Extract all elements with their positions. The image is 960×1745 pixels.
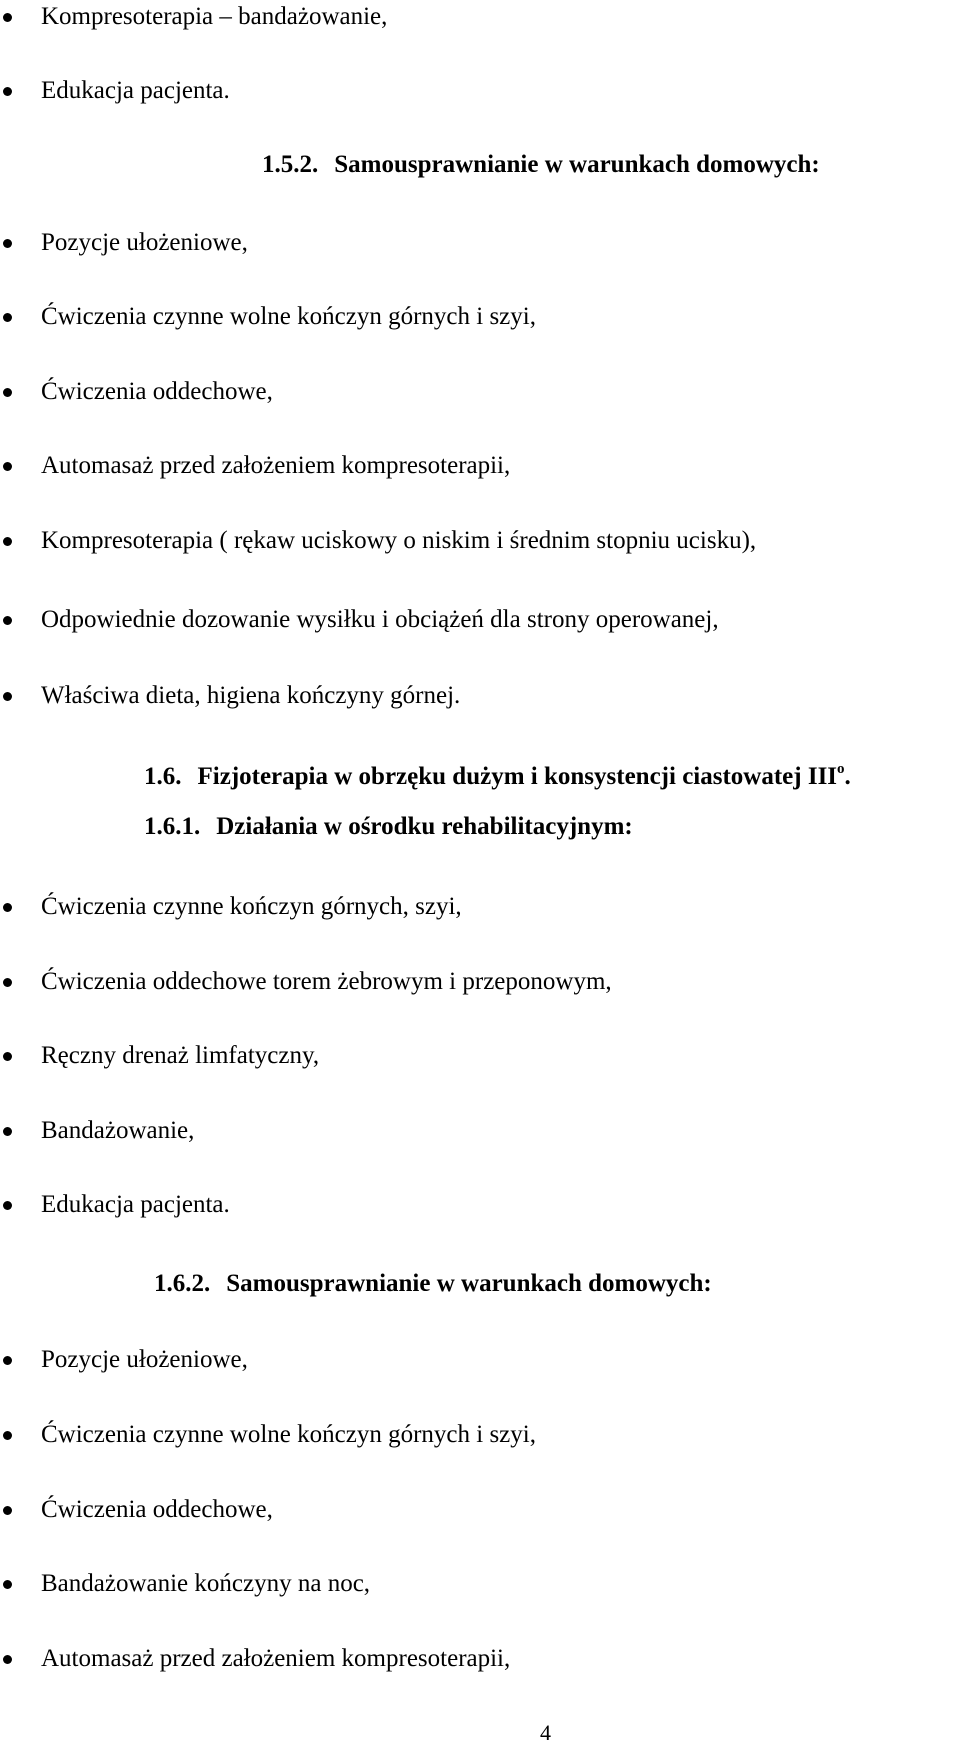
section-heading-1-5-2: [262, 145, 820, 185]
list-item-text: Odpowiednie dozowanie wysiłku i obciążeń dla strony operowanej,: [41, 606, 719, 633]
list-item-text: Ćwiczenia czynne kończyn górnych, szyi,: [41, 893, 462, 920]
bullet-icon: [3, 13, 12, 22]
section-number: 1.6.2.: [154, 1270, 211, 1297]
bullet-icon: [3, 239, 12, 248]
section-title: Samousprawnianie w warunkach domowych:: [334, 151, 820, 178]
list-item: [0, 1036, 319, 1076]
list-item-text: Kompresoterapia ( rękaw uciskowy o niskim i średnim stopniu ucisku),: [41, 527, 757, 554]
list-item: [0, 297, 536, 337]
bullet-icon: [3, 978, 12, 987]
list-item: [0, 962, 612, 1002]
list-item: [0, 446, 510, 486]
section-heading-1-6-2: [154, 1264, 712, 1304]
list-item: [0, 1564, 370, 1604]
list-item-text: Ćwiczenia czynne wolne kończyn górnych i szyi,: [41, 1421, 536, 1448]
bullet-icon: [3, 313, 12, 322]
list-item: [0, 600, 719, 640]
degree-superscript: o: [837, 760, 845, 777]
bullet-icon: [3, 462, 12, 471]
list-item-text: Automasaż przed założeniem kompresoterapii,: [41, 452, 511, 479]
list-item: [0, 71, 230, 111]
list-item: [0, 0, 387, 37]
list-item-text: Bandażowanie,: [41, 1117, 195, 1144]
list-item: [0, 887, 462, 927]
list-item-text: Automasaż przed założeniem kompresoterapii,: [41, 1645, 511, 1672]
bullet-icon: [3, 1356, 12, 1365]
list-item: [0, 372, 273, 412]
list-item: [0, 1111, 194, 1151]
section-title-text: Fizjoterapia w obrzęku dużym i konsystencji ciastowatej III: [197, 763, 838, 790]
section-number: 1.6.: [144, 763, 182, 790]
bullet-icon: [3, 903, 12, 912]
list-item-text: Pozycje ułożeniowe,: [41, 229, 248, 256]
bullet-icon: [3, 537, 12, 546]
list-item-text: Właściwa dieta, higiena kończyny górnej.: [41, 682, 461, 709]
bullet-icon: [3, 1201, 12, 1210]
bullet-icon: [3, 1655, 12, 1664]
list-item: [0, 1639, 510, 1679]
list-item: [0, 676, 460, 716]
list-item: [0, 223, 248, 263]
section-title: Samousprawnianie w warunkach domowych:: [226, 1270, 712, 1297]
bullet-icon: [3, 87, 12, 96]
section-number: 1.5.2.: [262, 151, 319, 178]
bullet-icon: [3, 1431, 12, 1440]
list-item-text: Ćwiczenia oddechowe,: [41, 378, 273, 405]
bullet-icon: [3, 616, 12, 625]
list-item-text: Ćwiczenia oddechowe,: [41, 1496, 273, 1523]
list-item: [0, 1415, 536, 1455]
page-number: 4: [540, 1720, 551, 1745]
section-title: [197, 760, 851, 791]
list-item-text: Ćwiczenia oddechowe torem żebrowym i przeponowym,: [41, 968, 612, 995]
list-item-text: Edukacja pacjenta.: [41, 1191, 230, 1218]
bullet-icon: [3, 1580, 12, 1589]
list-item: [0, 1185, 230, 1225]
list-item-text: Kompresoterapia – bandażowanie,: [41, 3, 388, 30]
list-item: [0, 521, 756, 561]
list-item-text: Edukacja pacjenta.: [41, 77, 230, 104]
bullet-icon: [3, 1052, 12, 1061]
list-item-text: Ćwiczenia czynne wolne kończyn górnych i szyi,: [41, 303, 536, 330]
section-title: Działania w ośrodku rehabilitacyjnym:: [216, 813, 633, 840]
list-item-text: Pozycje ułożeniowe,: [41, 1346, 248, 1373]
bullet-icon: [3, 1127, 12, 1136]
list-item: [0, 1340, 248, 1380]
bullet-icon: [3, 388, 12, 397]
section-heading-1-6-1: [144, 807, 633, 847]
list-item-text: Ręczny drenaż limfatyczny,: [41, 1042, 320, 1069]
section-heading-1-6: [144, 757, 851, 797]
section-title-tail: .: [844, 763, 851, 790]
bullet-icon: [3, 692, 12, 701]
list-item-text: Bandażowanie kończyny na noc,: [41, 1570, 371, 1597]
section-number: 1.6.1.: [144, 813, 201, 840]
list-item: [0, 1490, 273, 1530]
bullet-icon: [3, 1506, 12, 1515]
